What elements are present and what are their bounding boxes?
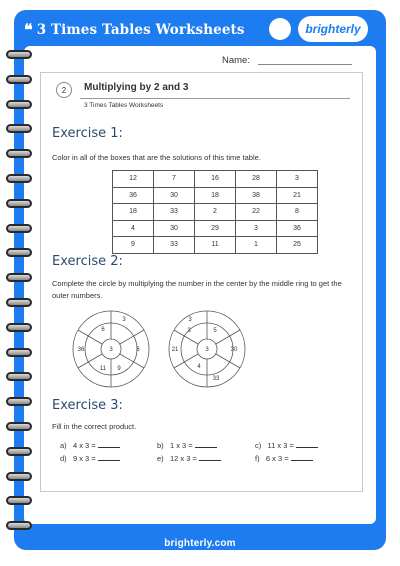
grid-row [113, 220, 318, 237]
topic-subtitle: 3 Times Tables Worksheets [84, 102, 164, 109]
grid-cell[interactable]: 33 [154, 204, 195, 221]
product-item: d) 9 x 3 = [60, 454, 120, 463]
exercise-3-title: Exercise 3: [52, 398, 123, 413]
wheel-2-label: 3 [188, 317, 192, 323]
spiral-ring [6, 273, 32, 282]
spiral-ring [6, 50, 32, 59]
topic-divider [80, 98, 350, 99]
worksheet-title-text: 3 Times Tables Worksheets [36, 22, 245, 38]
spiral-ring [6, 348, 32, 357]
grid-cell[interactable]: 4 [113, 220, 154, 237]
grid-row [113, 237, 318, 254]
spiral-ring [6, 323, 32, 332]
wheel-1-label: 6 [136, 347, 140, 353]
exercise-2-title: Exercise 2: [52, 254, 123, 269]
exercise-1-title: Exercise 1: [52, 126, 123, 141]
logo-text: brighterly [305, 22, 361, 36]
grid-cell[interactable]: 18 [195, 187, 236, 204]
exercise-1-instruction: Color in all of the boxes that are the solutions of this time table. [52, 153, 261, 162]
grid-cell[interactable]: 36 [113, 187, 154, 204]
wheel-2-label: 3 [187, 328, 191, 334]
spiral-ring [6, 496, 32, 505]
spiral-ring [6, 124, 32, 133]
multiplication-wheel-2 [168, 310, 246, 388]
answer-blank[interactable] [195, 447, 217, 448]
grid-cell[interactable]: 21 [277, 187, 318, 204]
spiral-ring [6, 298, 32, 307]
wheel-1-label: 6 [101, 327, 105, 333]
grid-cell[interactable]: 1 [236, 237, 277, 254]
spiral-ring [6, 422, 32, 431]
grid-cell[interactable]: 8 [277, 204, 318, 221]
answer-blank[interactable] [291, 460, 313, 461]
name-field-line[interactable] [258, 64, 352, 65]
grid-cell[interactable]: 7 [154, 171, 195, 188]
spiral-ring [6, 248, 32, 257]
grid-cell[interactable]: 22 [236, 204, 277, 221]
wheel-2-center: 3 [205, 347, 209, 353]
spiral-ring [6, 472, 32, 481]
answer-blank[interactable] [98, 447, 120, 448]
spiral-ring [6, 224, 32, 233]
topic-number: 2 [56, 82, 72, 98]
spiral-ring [6, 447, 32, 456]
spiral-ring [6, 75, 32, 84]
wheel-1-label: 36 [77, 347, 85, 353]
wheel-1-label: 3 [122, 317, 126, 323]
grid-cell[interactable]: 3 [277, 171, 318, 188]
grid-cell[interactable]: 16 [195, 171, 236, 188]
grid-cell[interactable]: 12 [113, 171, 154, 188]
product-item: a) 4 x 3 = [60, 441, 120, 450]
product-item: c) 11 x 3 = [255, 441, 318, 450]
answer-blank[interactable] [98, 460, 120, 461]
grid-cell[interactable]: 36 [277, 220, 318, 237]
grid-row [113, 171, 318, 188]
spiral-ring [6, 100, 32, 109]
wheel-2-label: 21 [171, 347, 179, 353]
grid-row [113, 204, 318, 221]
decorative-dot [269, 18, 291, 40]
brighterly-logo [298, 16, 368, 42]
exercise-3-instruction: Fill in the correct product. [52, 422, 137, 431]
grid-cell[interactable]: 29 [195, 220, 236, 237]
spiral-ring [6, 174, 32, 183]
footer-url: brighterly.com [164, 538, 236, 549]
exercise-2-instruction: Complete the circle by multiplying the number in the center by the middle ring to get the outer numbers. [52, 279, 342, 300]
name-label: Name: [222, 55, 250, 66]
grid-cell[interactable]: 33 [154, 237, 195, 254]
product-item: f) 6 x 3 = [255, 454, 313, 463]
topic-title: Multiplying by 2 and 3 [84, 82, 189, 93]
answer-blank[interactable] [199, 460, 221, 461]
number-grid [112, 170, 318, 254]
spiral-ring [6, 199, 32, 208]
product-item: e) 12 x 3 = [157, 454, 221, 463]
spiral-ring [6, 397, 32, 406]
grid-cell[interactable]: 11 [195, 237, 236, 254]
grid-cell[interactable]: 28 [236, 171, 277, 188]
grid-cell[interactable]: 9 [113, 237, 154, 254]
grid-cell[interactable]: 30 [154, 220, 195, 237]
wheel-1-label: 11 [99, 366, 107, 372]
quote-icon: ❝ [24, 20, 33, 39]
wheel-2-label: 33 [212, 376, 220, 382]
wheel-1-label: 9 [117, 366, 121, 372]
grid-cell[interactable]: 30 [154, 187, 195, 204]
multiplication-wheel-1 [72, 310, 150, 388]
grid-cell[interactable]: 2 [195, 204, 236, 221]
grid-row [113, 187, 318, 204]
wheel-2-label: 4 [197, 364, 201, 370]
answer-blank[interactable] [296, 447, 318, 448]
grid-cell[interactable]: 3 [236, 220, 277, 237]
grid-cell[interactable]: 25 [277, 237, 318, 254]
wheel-2-label: 30 [230, 347, 238, 353]
grid-cell[interactable]: 38 [236, 187, 277, 204]
wheel-2-label: 5 [213, 328, 217, 334]
grid-cell[interactable]: 18 [113, 204, 154, 221]
spiral-ring [6, 149, 32, 158]
worksheet-title [24, 20, 245, 39]
spiral-ring [6, 372, 32, 381]
spiral-ring [6, 521, 32, 530]
wheel-1-center: 3 [109, 347, 113, 353]
product-item: b) 1 x 3 = [157, 441, 217, 450]
